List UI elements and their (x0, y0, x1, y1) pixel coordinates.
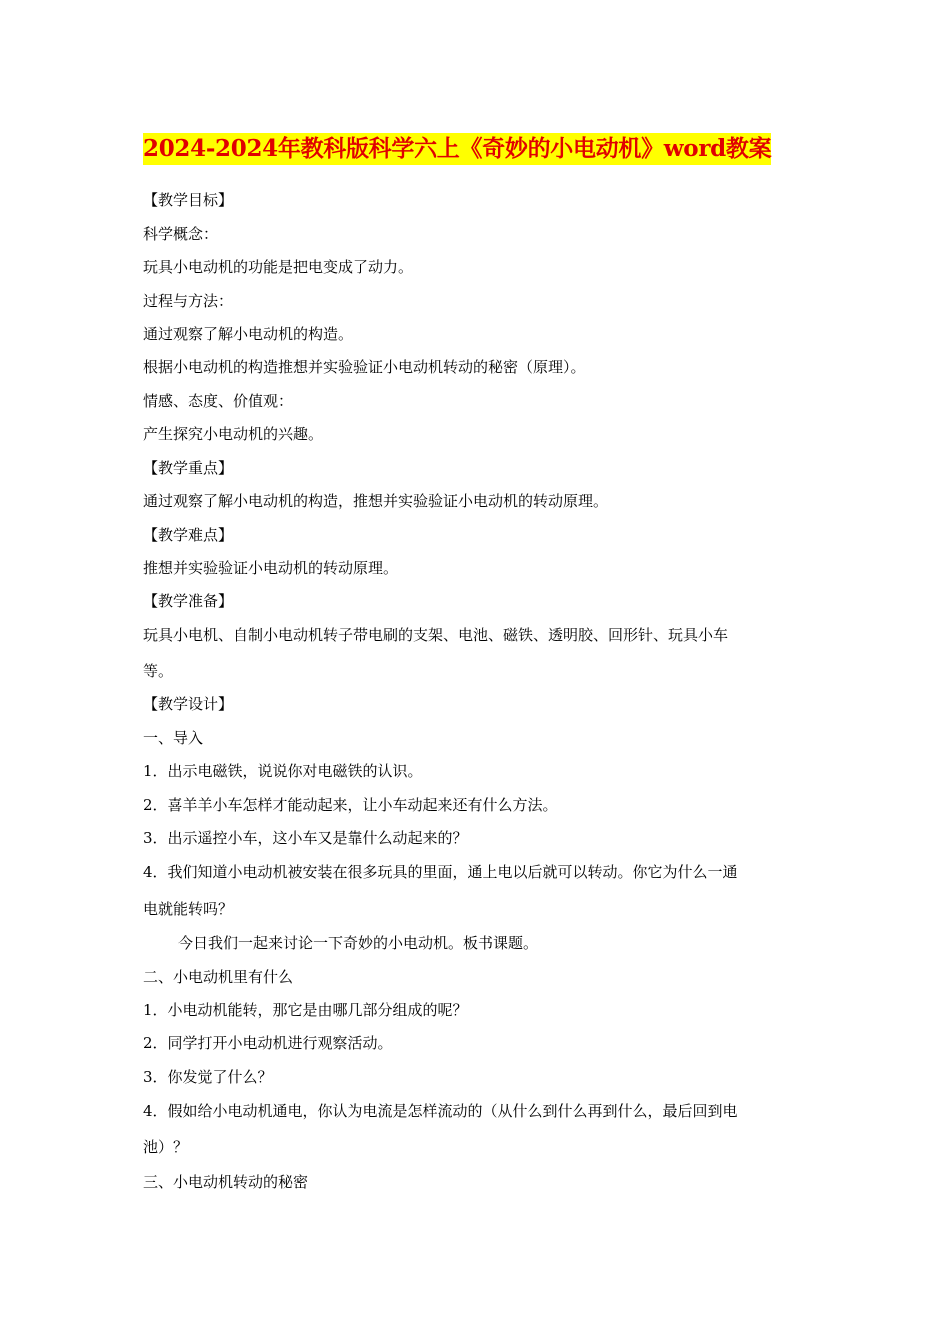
list-item: 3．出示遥控小车，这小车又是靠什么动起来的？ (143, 829, 468, 847)
list-item: 1．出示电磁铁，说说你对电磁铁的认识。 (143, 762, 423, 780)
section-heading-key-points: 【教学重点】 (143, 459, 234, 477)
subheading-process-method: 过程与方法： (143, 292, 234, 310)
section-heading-difficulties: 【教学难点】 (143, 526, 234, 544)
section-heading-preparation: 【教学准备】 (143, 592, 234, 610)
paragraph: 通过观察了解小电动机的构造。 (143, 325, 354, 343)
section-heading-objectives: 【教学目标】 (143, 191, 234, 209)
paragraph: 玩具小电动机的功能是把电变成了动力。 (143, 258, 414, 276)
subsection-heading: 二、小电动机里有什么 (143, 968, 294, 986)
subheading-attitude-values: 情感、态度、价值观： (143, 392, 294, 410)
title-block (143, 133, 823, 167)
list-item: 2．喜羊羊小车怎样才能动起来，让小车动起来还有什么方法。 (143, 796, 558, 814)
document-title: 2024-2024年教科版科学六上《奇妙的小电动机》word教案 (143, 133, 771, 165)
list-item-continuation: 电就能转吗？ (143, 900, 234, 918)
list-item: 2．同学打开小电动机进行观察活动。 (143, 1034, 393, 1052)
paragraph: 根据小电动机的构造推想并实验验证小电动机转动的秘密（原理）。 (143, 358, 586, 376)
paragraph-continuation: 等。 (143, 662, 174, 680)
section-heading-design: 【教学设计】 (143, 695, 234, 713)
paragraph: 通过观察了解小电动机的构造，推想并实验验证小电动机的转动原理。 (143, 492, 609, 510)
list-item: 1．小电动机能转，那它是由哪几部分组成的呢？ (143, 1001, 468, 1019)
list-item: 4．我们知道小电动机被安装在很多玩具的里面，通上电以后就可以转动。你它为什么一通 (143, 863, 738, 881)
list-item-continuation: 池）？ (143, 1138, 189, 1156)
subsection-heading: 一、导入 (143, 729, 204, 747)
paragraph: 产生探究小电动机的兴趣。 (143, 425, 324, 443)
paragraph: 玩具小电机、自制小电动机转子带电刷的支架、电池、磁铁、透明胶、回形针、玩具小车 (143, 626, 729, 644)
paragraph-indented: 今日我们一起来讨论一下奇妙的小电动机。板书课题。 (178, 934, 539, 952)
paragraph: 推想并实验验证小电动机的转动原理。 (143, 559, 399, 577)
list-item: 3．你发觉了什么？ (143, 1068, 273, 1086)
subheading-science-concept: 科学概念： (143, 225, 219, 243)
list-item: 4．假如给小电动机通电，你认为电流是怎样流动的（从什么到什么再到什么，最后回到电 (143, 1102, 738, 1120)
subsection-heading: 三、小电动机转动的秘密 (143, 1173, 309, 1191)
